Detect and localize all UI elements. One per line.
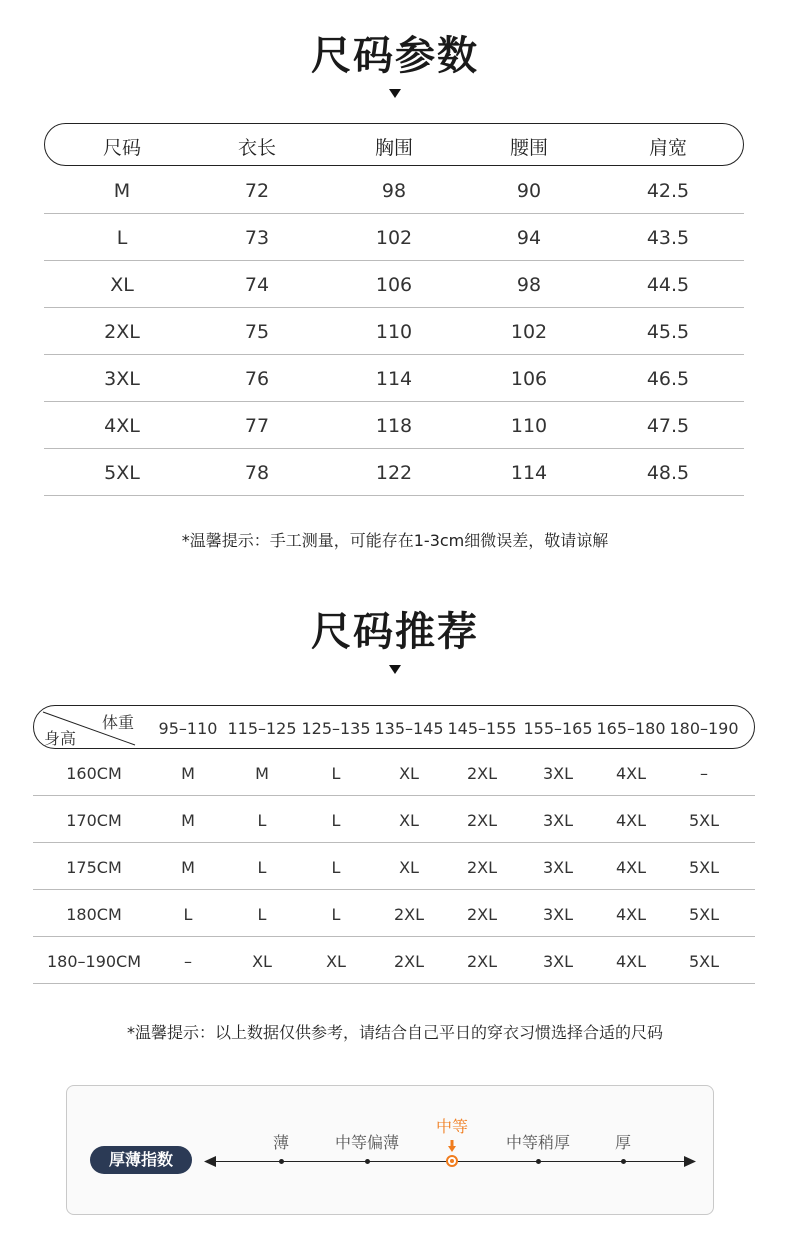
row-divider [33,983,755,984]
recommend-size-cell: – [184,952,192,971]
height-cell: 180CM [66,905,122,924]
recommend-size-cell: M [181,858,195,877]
height-corner-label: 身高 [43,729,77,748]
size-header-cell: 尺码 [102,137,142,159]
recommend-size-cell: 5XL [688,905,720,924]
recommend-size-cell: M [181,764,195,783]
size-table-cell: 5XL [104,462,140,484]
size-table-cell: 102 [510,321,548,343]
size-table-cell: 114 [510,462,548,484]
recommend-size-cell: 3XL [542,858,574,877]
recommend-size-cell: 3XL [542,811,574,830]
recommend-size-cell: L [257,858,267,877]
weight-header-cell: 165–180 [596,719,666,738]
size-header-cell: 胸围 [374,137,414,159]
recommend-size-cell: 2XL [466,905,498,924]
recommend-size-cell: L [331,764,341,783]
thickness-level-label: 薄 [272,1133,290,1152]
weight-header-cell: 145–155 [447,719,517,738]
weight-header-cell: 125–135 [301,719,371,738]
row-divider [33,842,755,843]
thickness-level-label: 厚 [614,1133,632,1152]
recommend-size-cell: M [181,811,195,830]
size-table-cell: 43.5 [646,227,690,249]
row-divider [44,260,744,261]
recommend-size-cell: 2XL [466,811,498,830]
size-table-cell: 106 [375,274,413,296]
recommend-size-cell: 2XL [466,952,498,971]
scale-tick-dot [365,1159,370,1164]
size-table-cell: M [113,180,131,202]
recommend-size-cell: 4XL [615,764,647,783]
recommend-size-cell: 5XL [688,858,720,877]
recommend-size-cell: 2XL [393,952,425,971]
recommend-size-cell: 2XL [466,858,498,877]
recommend-size-cell: 5XL [688,811,720,830]
height-cell: 175CM [66,858,122,877]
weight-header-cell: 115–125 [227,719,297,738]
size-table-cell: XL [110,274,134,296]
size-table-cell: 2XL [104,321,140,343]
thickness-label: 厚薄指数 [90,1146,192,1174]
size-header-cell: 衣长 [237,137,277,159]
row-divider [33,889,755,890]
size-table-cell: 102 [375,227,413,249]
recommend-size-cell: 4XL [615,811,647,830]
size-table-cell: 98 [516,274,542,296]
recommend-note: *温馨提示：以上数据仅供参考，请结合自己平日的穿衣习惯选择合适的尺码 [126,1023,663,1042]
height-cell: 160CM [66,764,122,783]
height-cell: 170CM [66,811,122,830]
size-header-cell: 肩宽 [648,137,688,159]
thickness-level-label: 中等偏薄 [334,1133,400,1152]
selected-marker-dot [450,1159,454,1163]
size-table-cell: 46.5 [646,368,690,390]
recommend-size-cell: M [255,764,269,783]
recommend-size-cell: 2XL [466,764,498,783]
size-table-cell: 72 [244,180,270,202]
size-table-cell: 106 [510,368,548,390]
recommend-size-cell: XL [399,764,419,783]
size-table-cell: 77 [244,415,270,437]
row-divider [44,354,744,355]
size-table-cell: 47.5 [646,415,690,437]
row-divider [44,448,744,449]
weight-header-cell: 155–165 [523,719,593,738]
recommend-size-cell: 4XL [615,952,647,971]
recommend-size-cell: XL [252,952,272,971]
size-table-cell: 118 [375,415,413,437]
thickness-level-label: 中等 [435,1117,469,1136]
recommend-size-cell: 3XL [542,952,574,971]
size-table-cell: 3XL [104,368,140,390]
size-table-cell: 110 [375,321,413,343]
size-recommend-title: 尺码推荐 [311,609,479,655]
size-table-cell: 4XL [104,415,140,437]
recommend-size-cell: XL [326,952,346,971]
row-divider [44,401,744,402]
size-table-cell: 98 [381,180,407,202]
size-table-cell: 48.5 [646,462,690,484]
recommend-size-cell: L [257,905,267,924]
recommend-size-cell: L [183,905,193,924]
recommend-size-cell: L [331,905,341,924]
selected-arrow-icon [448,1137,456,1156]
row-divider [33,936,755,937]
size-table-cell: 110 [510,415,548,437]
recommend-size-cell: L [331,858,341,877]
down-arrow-icon [389,89,401,98]
scale-tick-dot [621,1159,626,1164]
measure-note: *温馨提示：手工测量，可能存在1-3cm细微误差，敬请谅解 [181,531,609,550]
height-cell: 180–190CM [46,952,142,971]
recommend-size-cell: 4XL [615,905,647,924]
size-table-cell: 90 [516,180,542,202]
selected-marker [446,1155,458,1167]
weight-header-cell: 180–190 [669,719,739,738]
size-table-cell: 78 [244,462,270,484]
scale-tick-dot [279,1159,284,1164]
size-table-cell: 94 [516,227,542,249]
size-table-cell: 42.5 [646,180,690,202]
size-table-cell: 44.5 [646,274,690,296]
recommend-size-cell: 2XL [393,905,425,924]
recommend-size-cell: 3XL [542,764,574,783]
row-divider [44,307,744,308]
weight-header-cell: 95–110 [158,719,218,738]
left-arrowhead-icon [204,1156,216,1167]
weight-header-cell: 135–145 [374,719,444,738]
recommend-size-cell: 5XL [688,952,720,971]
scale-tick-dot [536,1159,541,1164]
size-table-cell: 122 [375,462,413,484]
size-params-title: 尺码参数 [311,33,479,79]
row-divider [44,495,744,496]
down-arrow-icon [389,665,401,674]
weight-corner-label: 体重 [101,713,135,732]
thickness-level-label: 中等稍厚 [505,1133,571,1152]
size-table-cell: 73 [244,227,270,249]
right-arrowhead-icon [684,1156,696,1167]
size-table-cell: 114 [375,368,413,390]
size-table-cell: 76 [244,368,270,390]
size-header-cell: 腰围 [509,137,549,159]
recommend-size-cell: XL [399,811,419,830]
recommend-size-cell: 4XL [615,858,647,877]
recommend-size-cell: L [331,811,341,830]
size-table-cell: 45.5 [646,321,690,343]
size-table-cell: L [116,227,128,249]
recommend-size-cell: – [700,764,708,783]
recommend-size-cell: XL [399,858,419,877]
recommend-size-cell: L [257,811,267,830]
recommend-size-cell: 3XL [542,905,574,924]
size-table-cell: 75 [244,321,270,343]
row-divider [44,213,744,214]
row-divider [33,795,755,796]
size-table-cell: 74 [244,274,270,296]
